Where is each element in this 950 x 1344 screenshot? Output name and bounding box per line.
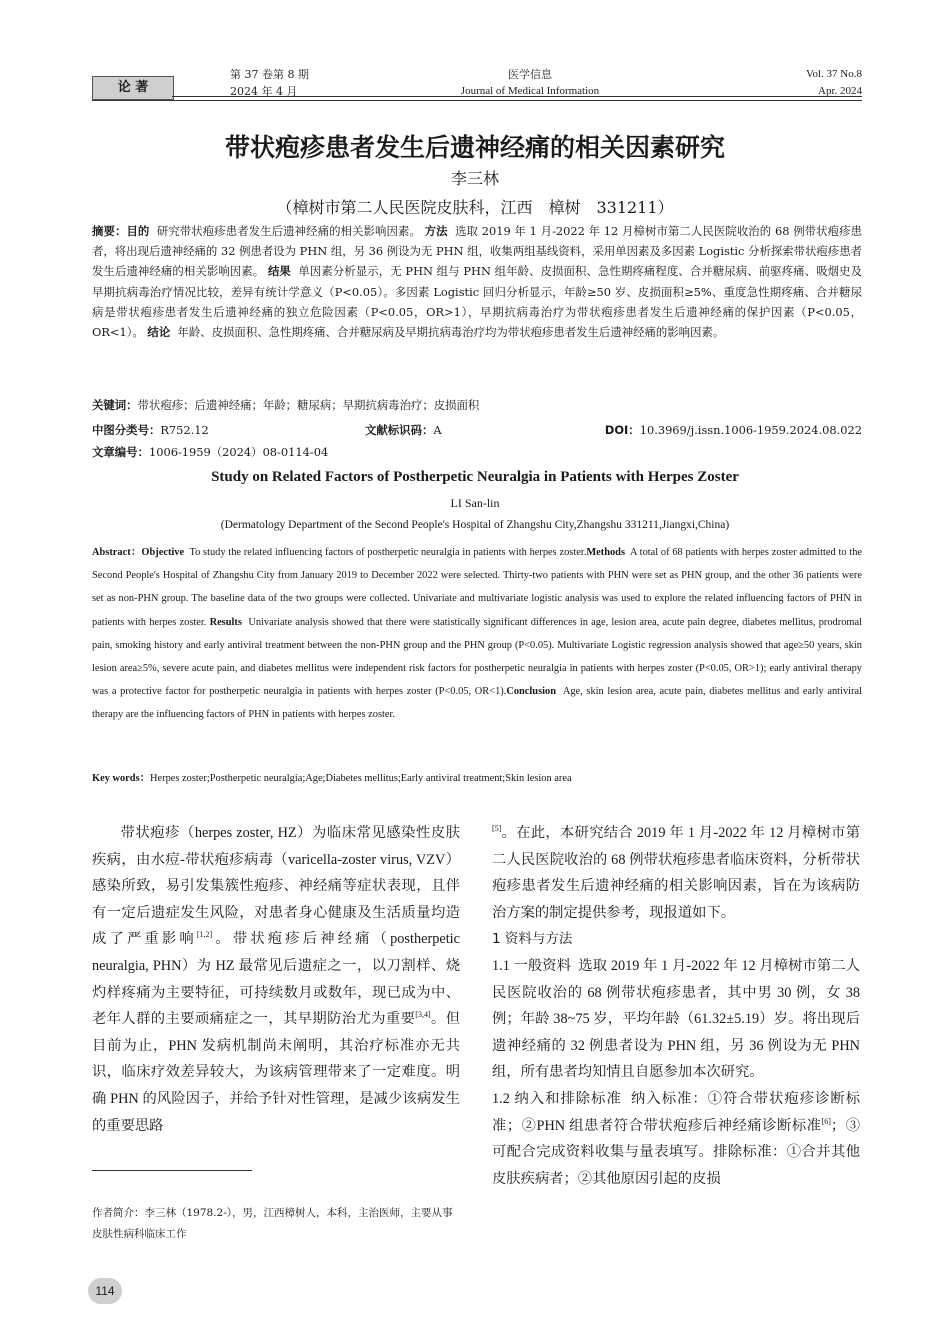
doi: DOI：10.3969/j.issn.1006-1959.2024.08.022 [604,423,862,437]
author-footnote: 作者简介：李三林（1978.2-），男，江西樟树人，本科，主治医师，主要从事皮肤性病科临床工作 [92,1207,453,1240]
affiliation: （樟树市第二人民医院皮肤科，江西 樟树 331211） [276,198,674,217]
footnote-rule [92,1170,252,1171]
page-title: 带状疱疹患者发生后遗神经痛的相关因素研究 [224,133,725,162]
english-title: Study on Related Factors of Postherpetic Neuralgia in Patients with Herpes Zoster [211,469,739,485]
section-tag: 论 著 [92,76,174,100]
english-affiliation: (Dermatology Department of the Second People's Hospital of Zhangshu City,Zhangshu 331211,Jiangxi,China) [220,519,730,531]
section-1-1: 1.1 一般资料 选取 2019 年 1 月-2022 年 12 月樟树市第二人民医院收治的 68 例带状疱疹患者，其中男 30 例，女 38 例；年龄 38~75 岁，平均年龄（61.32±5.19）岁。将出现后遗神经痛的 32 例患者设为 PHN 组，另 36 例设为无 PHN 组，所有患者均知情且自愿参加本次研究。 [492,957,860,1081]
keywords-en: Key words：Herpes zoster;Postherpetic neuralgia;Age;Diabetes mellitus;Early antiviral treatment;Skin lesion area [92,773,572,784]
header-rule [172,96,862,97]
abstract-en: Abstract：Objective To study the related influencing factors of postherpetic neuralgia in patients with herpes zoster.Methods A total of 68 patients with herpes zoster admitted to the Second People's Hospital of Zhangshu City from January 2019 to December 2022 were selected. Thirty-two patients with PHN were set as PHN group, and the other 36 patients were set as non-PHN group. The baseline data of the two groups were collected. Univariate and multivariate logistic analysis was used to explore the related influencing factors of PHN in patients with herpes zoster. Results Univariate analysis showed that there were statistically significant differences in age, lesion area, acute pain degree, diabetes mellitus, prodromal pain, smoking history and early antiviral treatment between the non-PHN group and the PHN group (P<0.05). Multivariate Logistic regression analysis showed that age≥50 years, skin lesion area≥5%, severe acute pain, and diabetes mellitus were independent risk factors for postherpetic neuralgia in patients with herpes zoster (P<0.05, OR>1); early antiviral therapy was a protective factor for postherpetic neuralgia in patients with herpes zoster (P<0.05, OR<1).Conclusion Age, skin lesion area, acute pain, diabetes mellitus and early antiviral therapy are the influencing factors of PHN in patients with herpes zoster. [92,547,862,721]
abstract-cn: 摘要：目的 研究带状疱疹患者发生后遗神经痛的相关影响因素。 方法 选取 2019 年 1 月-2022 年 12 月樟树市第二人民医院收治的 68 例带状疱疹患者，将出现后遗神经痛的 32 例患者设为 PHN 组，另 36 例设为无 PHN 组，收集两组基线资料，采用单因素及多因素 Logistic 分析探索带状疱疹患者发生后遗神经痛的相关影响因素。 结果 单因素分析显示，无 PHN 组与 PHN 组年龄、皮损面积、急性期疼痛程度、合并糖尿病、前驱疼痛、吸烟史及早期抗病毒治疗情况比较，差异有统计学意义（P<0.05）。多因素 Logistic 回归分析显示，年龄≥50 岁、皮损面积≥5%、重度急性期疼痛、合并糖尿病是带状疱疹患者发生后遗神经痛的独立危险因素（P<0.05，OR>1），早期抗病毒治疗为带状疱疹患者发生后遗神经痛的保护因素（P<0.05，OR<1）。 结论 年龄、皮损面积、急性期疼痛、合并糖尿病及早期抗病毒治疗均为带状疱疹患者发生后遗神经痛的影响因素。 [92,224,862,340]
header-volume-en: Vol. 37 No.8 Apr. 2024 [805,68,862,97]
body-column-left [92,820,460,1139]
keywords-cn: 关键词：带状疱疹；后遗神经痛；年龄；糖尿病；早期抗病毒治疗；皮损面积 [92,398,480,412]
intro-paragraph-cont: [5]。在此，本研究结合 2019 年 1 月-2022 年 12 月樟树市第二人民医院收治的 68 例带状疱疹患者临床资料，分析带状疱疹患者发生后遗神经痛的相关影响因素，旨在为该病防治方案的制定提供参考，现报道如下。 [492,824,860,921]
document-code: 文献标识码：A [365,423,442,437]
page-number: 114 [88,1278,122,1304]
body-column-right [492,820,860,1192]
article-number: 文章编号：1006-1959（2024）08-0114-04 [92,445,329,459]
english-author: LI San-lin [450,496,500,510]
header-volume-cn: 第 37 卷第 8 期 2024 年 4 月 [230,68,309,98]
section-1-2: 1.2 纳入和排除标准 纳入标准：①符合带状疱疹诊断标准；②PHN 组患者符合带状疱疹后神经痛诊断标准[6]；③可配合完成资料收集与量表填写。排除标准：①合并其他皮肤疾病者；②其他原因引起的皮损 [492,1090,860,1187]
clc-number: 中图分类号：R752.12 [92,423,209,437]
intro-paragraph: 带状疱疹（herpes zoster, HZ）为临床常见感染性皮肤疾病，由水痘-带状疱疹病毒（varicella-zoster virus, VZV）感染所致，易引发集簇性疱疹、神经痛等症状表现，且伴有一定后遗症发生风险，对患者身心健康及生活质量均造成了严重影响[1,2]。带状疱疹后神经痛（postherpetic neuralgia, PHN）为 HZ 最常见后遗症之一，以刀割样、烧灼样疼痛为主要特征，可持续数月或数年，现已成为中、老年人群的主要顽痛症之一，其早期防治尤为重要[3,4]。但目前为止，PHN 发病机制尚未阐明，其治疗标准亦无共识，临床疗效差异较大，为该病管理带来了一定难度。明确 PHN 的风险因子，并给予针对性管理，是减少该病发生的重要思路 [92,825,460,1134]
section-heading: 1 资料与方法 [492,931,573,948]
header-rule-lower [92,100,862,101]
author: 李三林 [450,169,499,188]
header-journal: 医学信息 Journal of Medical Information [460,68,600,97]
